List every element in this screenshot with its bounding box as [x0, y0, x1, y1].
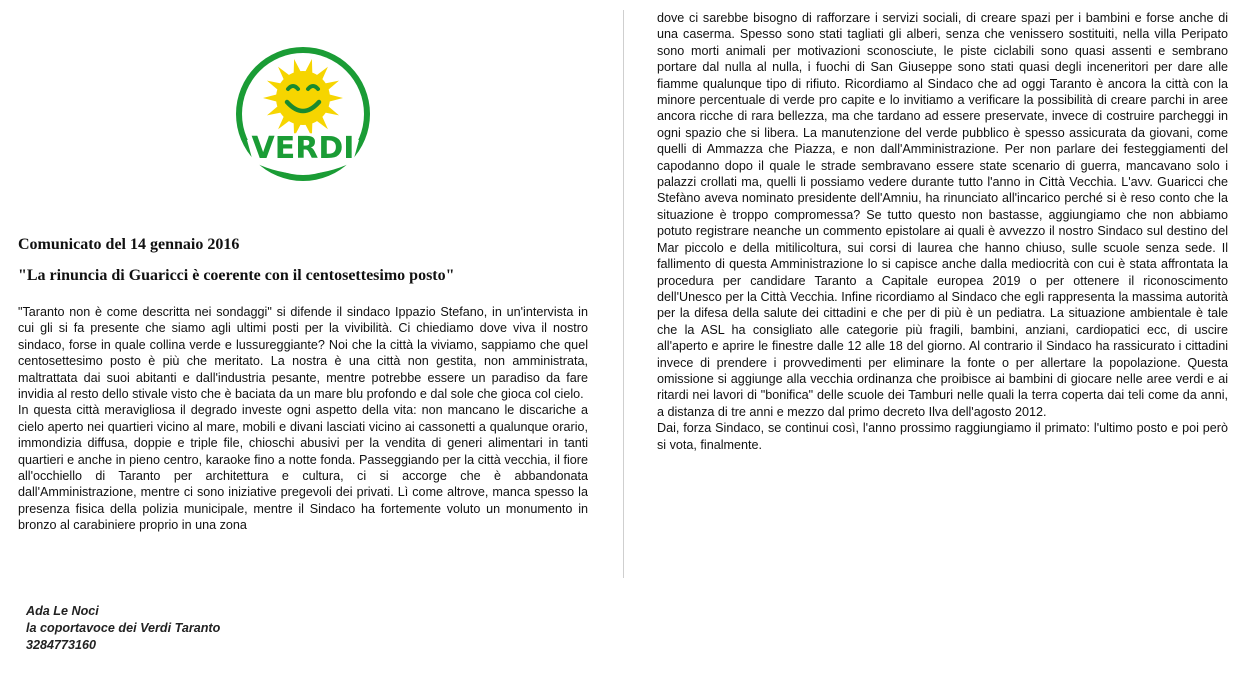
signature-role: la coportavoce dei Verdi Taranto — [26, 621, 221, 635]
press-release-title: "La rinuncia di Guaricci è coerente con il centosettesimo posto" — [18, 267, 455, 284]
signature-block — [26, 603, 220, 654]
verdi-logo — [235, 46, 371, 182]
body-paragraph: In questa città meravigliosa il degrado investe ogni aspetto della vita: non mancano le discariche a cielo aperto nei quartieri vicino al mare, mobili e divani lasciati vicino ai cassonetti a qualunque orario, immondizia diffusa, doppie e triple file, chioschi abusivi per la vendita di generi alimentari in tanti quartieri e anche in pieno centro, karaoke fino a notte fonda. Passeggiando per la città vecchia, il fiore all'occhiello di Taranto per architettura e cultura, ci si accorge che è abbandonata dall'Amministrazione, mentre ci sono iniziative pregevoli dei privati. Lì come altrove, manca spesso la presenza fisica della polizia municipale, mentre il Sindaco ha fortemente voluto un monumento in bronzo al carabiniere proprio in una zona — [18, 403, 588, 533]
signature-name: Ada Le Noci — [26, 604, 99, 618]
press-release-date: Comunicato del 14 gennaio 2016 — [18, 236, 240, 253]
right-column-body — [657, 10, 1228, 453]
column-divider — [623, 10, 624, 578]
signature-phone: 3284773160 — [26, 638, 97, 652]
sun-logo-icon — [235, 46, 371, 182]
body-paragraph: "Taranto non è come descritta nei sondaggi" si difende il sindaco Ippazio Stefano, in un'intervista in cui gli si fa presente che siamo agli ultimi posti per la vivibilità. Ci chiediamo dove viva il nostro sindaco, forse in quale collina verde e lussureggiante? Noi che la città la viviamo, sappiamo che quel centosettesimo posto è più che meritato. La nostra è una città non gestita, non amministrata, maltrattata dai suoi abitanti e dall'industria pesante, mentre potrebbe essere un paradiso da fare invidia al resto dello stivale visto che è baciata da un mare blu profondo e dal sole che gioca col cielo. — [18, 305, 588, 402]
logo-text: VERDI — [251, 131, 355, 166]
left-column-body — [18, 304, 588, 534]
body-paragraph: Dai, forza Sindaco, se continui così, l'anno prossimo raggiungiamo il primato: l'ultimo posto e poi però si vota, finalmente. — [657, 421, 1228, 452]
body-paragraph: dove ci sarebbe bisogno di rafforzare i servizi sociali, di creare spazi per i bambini e forse anche di una caserma. Spesso sono stati tagliati gli alberi, senza che venissero sostituiti, nella villa Peripato sono morti animali per motivazioni sconosciute, le piste ciclabili sono quasi assenti e sembrano portare dal nulla al nulla, i fuochi di San Giuseppe sono stati quasi degli inceneritori per dare alle fiamme qualunque tipo di rifiuto. Ricordiamo al Sindaco che ad oggi Taranto è ancora la città con la minore percentuale di verde pro capite e lo invitiamo a verificare la possibilità di creare parchi in aree ancora ricche di rara bellezza, ma che tardano ad essere preservate, invece di costruire parcheggi in ogni spazio che si libera. La manutenzione del verde pubblico è spesso assicurata da giovani, come quelli di Ammazza che Piazza, e non dall'Amministrazione. Per non parlare dei festeggiamenti del capodanno dopo il quale le strade sembravano essere state scenario di guerra, mancavano solo i palazzi crollati ma, quelli li possiamo vedere durante tutto l'anno in Città Vecchia. L'avv. Guaricci che Stefàno aveva nominato presidente dell'Amniu, ha rinunciato all'incarico perché si è reso conto che la situazione è troppo compromessa? Se tutto questo non bastasse, aggiungiamo che non abbiamo potuto registrare neanche un commento epistolare ai quali è avvezzo il nostro Sindaco sul destino del Mar piccolo e della mitilicoltura, sui corsi di laurea che hanno chiuso, sulle scuole senza sede. Il fallimento di questa Amministrazione lo si capisce anche dalla mediocrità con cui è stata affrontata la procedura per candidare Taranto a Capitale europea 2019 o per ottenere il riconoscimento dell'Unesco per la Città Vecchia. Infine ricordiamo al Sindaco che egli rappresenta la massima autorità per la difesa della salute dei cittadini e che per di più è un pediatra. La situazione ambientale è tale che la ASL ha consigliato alle categorie più fragili, bambini, anziani, cardiopatici ecc, di uscire all'aperto e aprire le finestre dalle 12 alle 18 del giorno. Al contrario il Sindaco ha rassicurato i cittadini invece di prendere i provvedimenti per eliminare la fonte o per allertare la popolazione. Questa omissione si aggiunge alla vecchia ordinanza che proibisce ai bambini di giocare nelle aree verdi e ai ritardi nei lavori di "bonifica" delle scuole dei Tamburi nelle quali la terra coperta dai teli come da anni, a distanza di tre anni e mezzo dal primo decreto Ilva dell'agosto 2012. — [657, 11, 1228, 419]
